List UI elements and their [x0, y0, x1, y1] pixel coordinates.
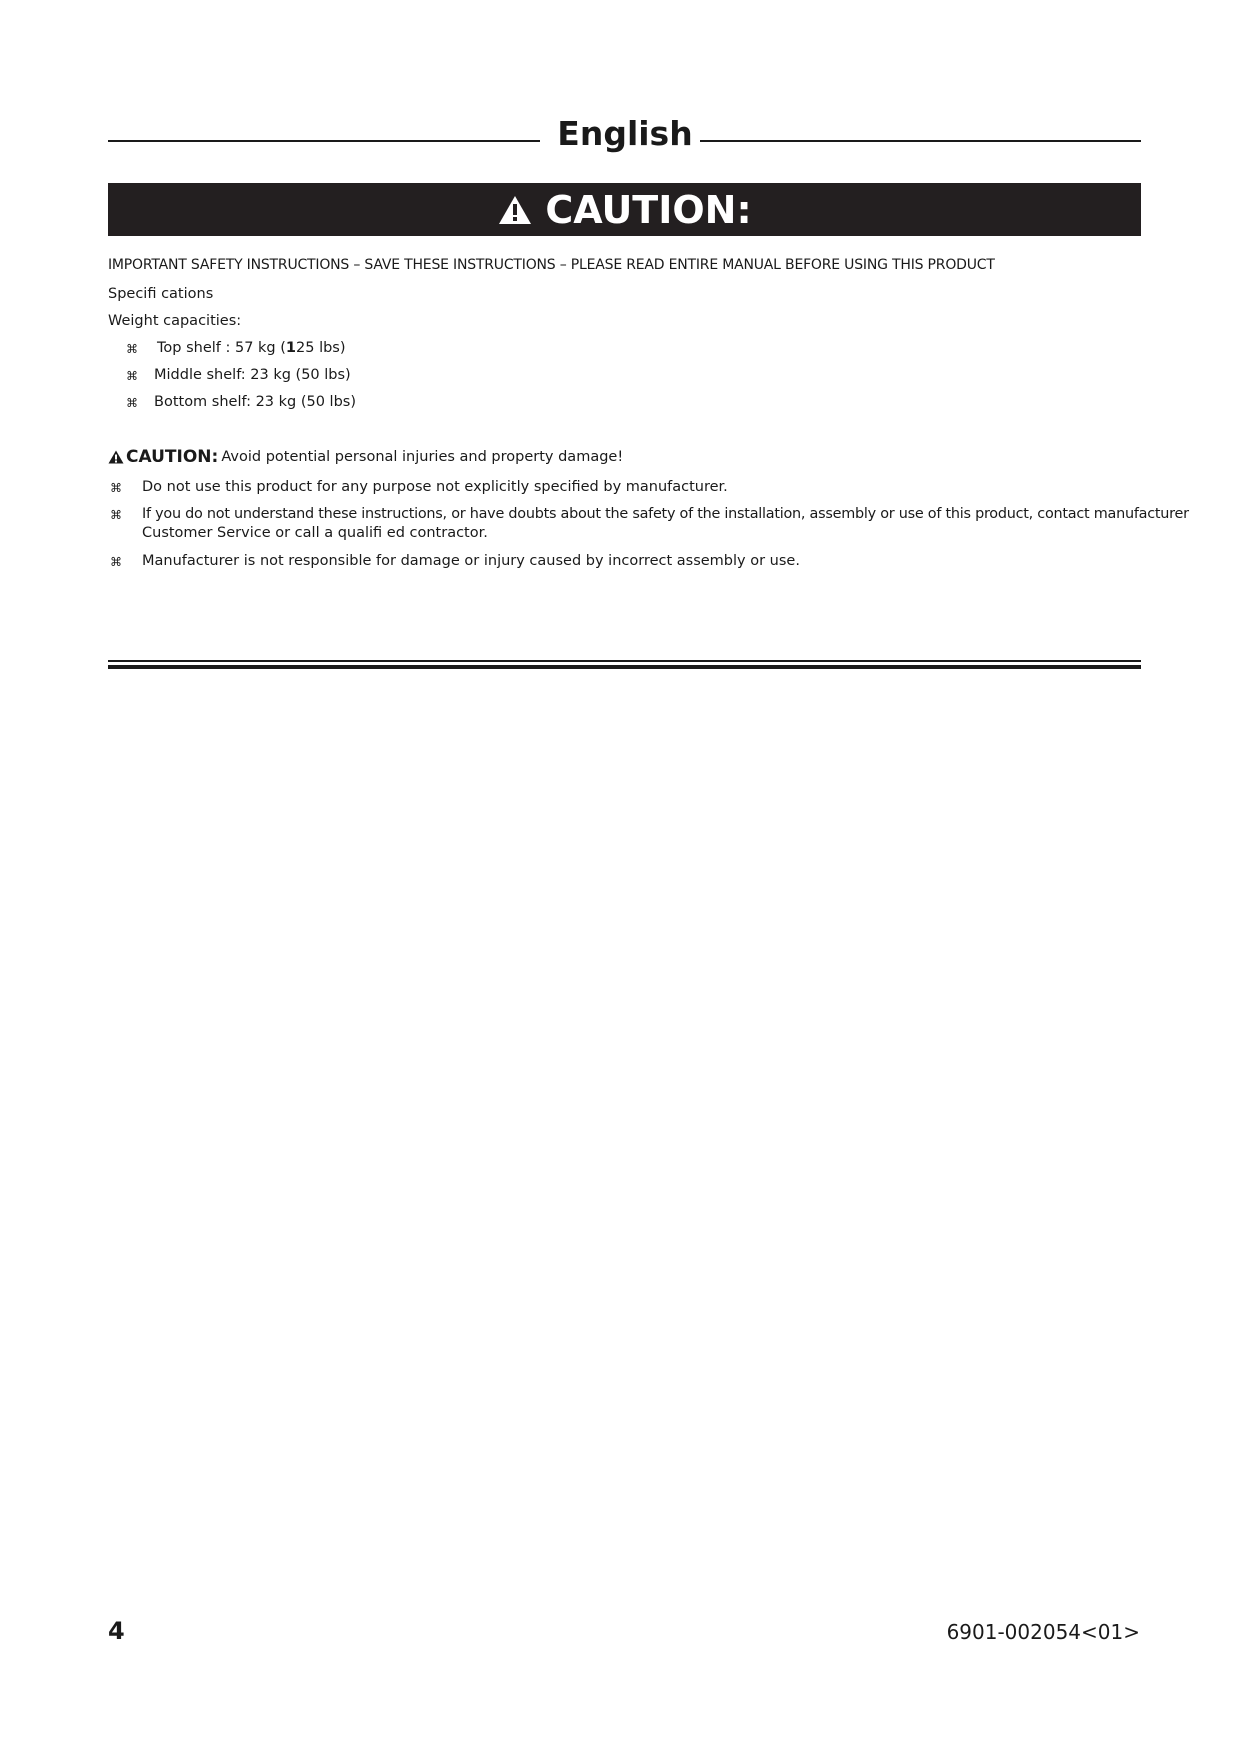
list-bullet-icon: ⌘: [110, 481, 122, 495]
weight-item-top-shelf: Top shelf : 57 kg (125 lbs): [157, 340, 346, 356]
list-bullet-icon: ⌘: [126, 396, 138, 410]
caution-inline: [108, 448, 623, 466]
list-bullet-icon: ⌘: [110, 508, 122, 522]
specifications-label: Specifi cations: [108, 286, 214, 302]
list-bullet-icon: ⌘: [126, 369, 138, 383]
document-code: 6901-002054<01>: [946, 1620, 1140, 1644]
important-safety-line: IMPORTANT SAFETY INSTRUCTIONS – SAVE THESE INSTRUCTIONS – PLEASE READ ENTIRE MANUAL BEFORE USING THIS PRODUCT: [108, 257, 995, 273]
weight-item-bottom-shelf: Bottom shelf: 23 kg (50 lbs): [154, 394, 357, 410]
list-bullet-icon: ⌘: [126, 342, 138, 356]
caution-inline-text: Avoid potential personal injuries and property damage!: [221, 449, 624, 465]
caution-item-responsibility: Manufacturer is not responsible for damage or injury caused by incorrect assembly or use.: [142, 553, 800, 569]
page-number: 4: [108, 1617, 125, 1645]
warning-triangle-icon: [108, 450, 124, 464]
caution-item-understand-continued: Customer Service or call a qualifi ed contractor.: [142, 525, 488, 541]
caution-banner: [108, 183, 1141, 236]
section-divider-thin: [108, 660, 1141, 662]
header-rule-left: [108, 140, 540, 142]
caution-inline-label: CAUTION:: [126, 447, 219, 467]
weight-item-middle-shelf: Middle shelf: 23 kg (50 lbs): [154, 367, 351, 383]
caution-item-purpose: Do not use this product for any purpose not explicitly specified by manufacturer.: [142, 479, 728, 495]
warning-triangle-icon: [497, 194, 533, 226]
header-rule-right: [700, 140, 1141, 142]
language-title: English: [557, 114, 693, 153]
weight-capacities-label: Weight capacities:: [108, 313, 242, 329]
list-bullet-icon: ⌘: [110, 555, 122, 569]
caution-banner-label: CAUTION:: [545, 187, 752, 232]
section-divider-thick: [108, 665, 1141, 669]
caution-item-understand: If you do not understand these instructions, or have doubts about the safety of the installation, assembly or use of this product, contact manufacturer: [142, 506, 1189, 522]
